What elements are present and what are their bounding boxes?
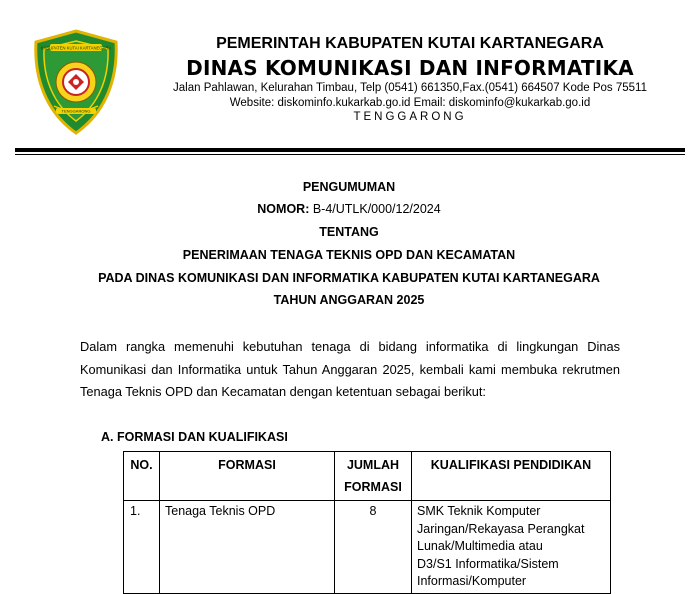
cell-no: 1.: [124, 501, 160, 594]
kualifikasi-line: Informasi/Komputer: [417, 574, 527, 588]
intro-paragraph: [80, 336, 620, 404]
cell-jumlah: 8: [335, 501, 412, 594]
paragraph-line: Tenaga Teknis OPD dan Kecamatan dengan ketentuan sebagai berikut:: [80, 384, 486, 399]
paragraph-line: Komunikasi dan Informatika untuk Tahun Anggaran 2025, kembali kami membuka rekrutmen: [80, 361, 620, 377]
section-a-title: A. FORMASI DAN KUALIFIKASI: [101, 430, 288, 444]
announcement-title-1: PENERIMAAN TENAGA TEKNIS OPD DAN KECAMATAN: [182, 248, 516, 262]
table-row: [124, 501, 611, 594]
letterhead-thin-rule: [15, 154, 685, 155]
announcement-heading: PENGUMUMAN: [302, 180, 396, 194]
header-jumlah-formasi: [335, 452, 412, 501]
agency-name: DINAS KOMUNIKASI DAN INFORMATIKA: [186, 56, 634, 80]
table-header-row: [124, 452, 611, 501]
header-no: NO.: [124, 452, 160, 501]
number-label: NOMOR:: [257, 202, 310, 216]
logo-text-top: KABUPATEN KUTAI KARTANEGARA: [40, 45, 112, 51]
kualifikasi-line: SMK Teknik Komputer: [417, 504, 541, 518]
kualifikasi-line: Jaringan/Rekayasa Perangkat: [417, 521, 585, 536]
kualifikasi-line: Lunak/Multimedia atau: [417, 539, 543, 553]
agency-address: Jalan Pahlawan, Kelurahan Timbau, Telp (0541) 661350,Fax.(0541) 664507 Kode Pos 75511: [173, 82, 647, 94]
cell-formasi: Tenaga Teknis OPD: [160, 501, 335, 594]
header-formasi: FORMASI: [160, 452, 335, 501]
announcement-about: TENTANG: [319, 225, 379, 239]
kualifikasi-line: D3/S1 Informatika/Sistem: [417, 556, 559, 571]
header-jumlah: JUMLAH: [346, 458, 400, 472]
cell-kualifikasi: [412, 501, 611, 594]
kutai-kartanegara-emblem-logo: [32, 28, 120, 136]
number-value: B-4/UTLK/000/12/2024: [309, 202, 441, 216]
header-formasi-2: FORMASI: [344, 480, 402, 494]
announcement-title-2: PADA DINAS KOMUNIKASI DAN INFORMATIKA KABUPATEN KUTAI KARTANEGARA: [98, 271, 600, 285]
logo-text-bottom: TENGGARONG: [61, 108, 91, 114]
agency-contact: Website: diskominfo.kukarkab.go.id Email: diskominfo@kukarkab.go.id: [229, 97, 591, 109]
agency-city: TENGGARONG: [353, 111, 467, 123]
announcement-number: [0, 202, 698, 216]
letterhead-thick-rule: [15, 148, 685, 152]
header-kualifikasi: KUALIFIKASI PENDIDIKAN: [412, 452, 611, 501]
government-name: PEMERINTAH KABUPATEN KUTAI KARTANEGARA: [216, 35, 604, 52]
announcement-title-3: TAHUN ANGGARAN 2025: [273, 293, 425, 307]
paragraph-line: Dalam rangka memenuhi kebutuhan tenaga di bidang informatika di lingkungan Dinas: [80, 339, 620, 354]
formation-table: [123, 451, 611, 594]
